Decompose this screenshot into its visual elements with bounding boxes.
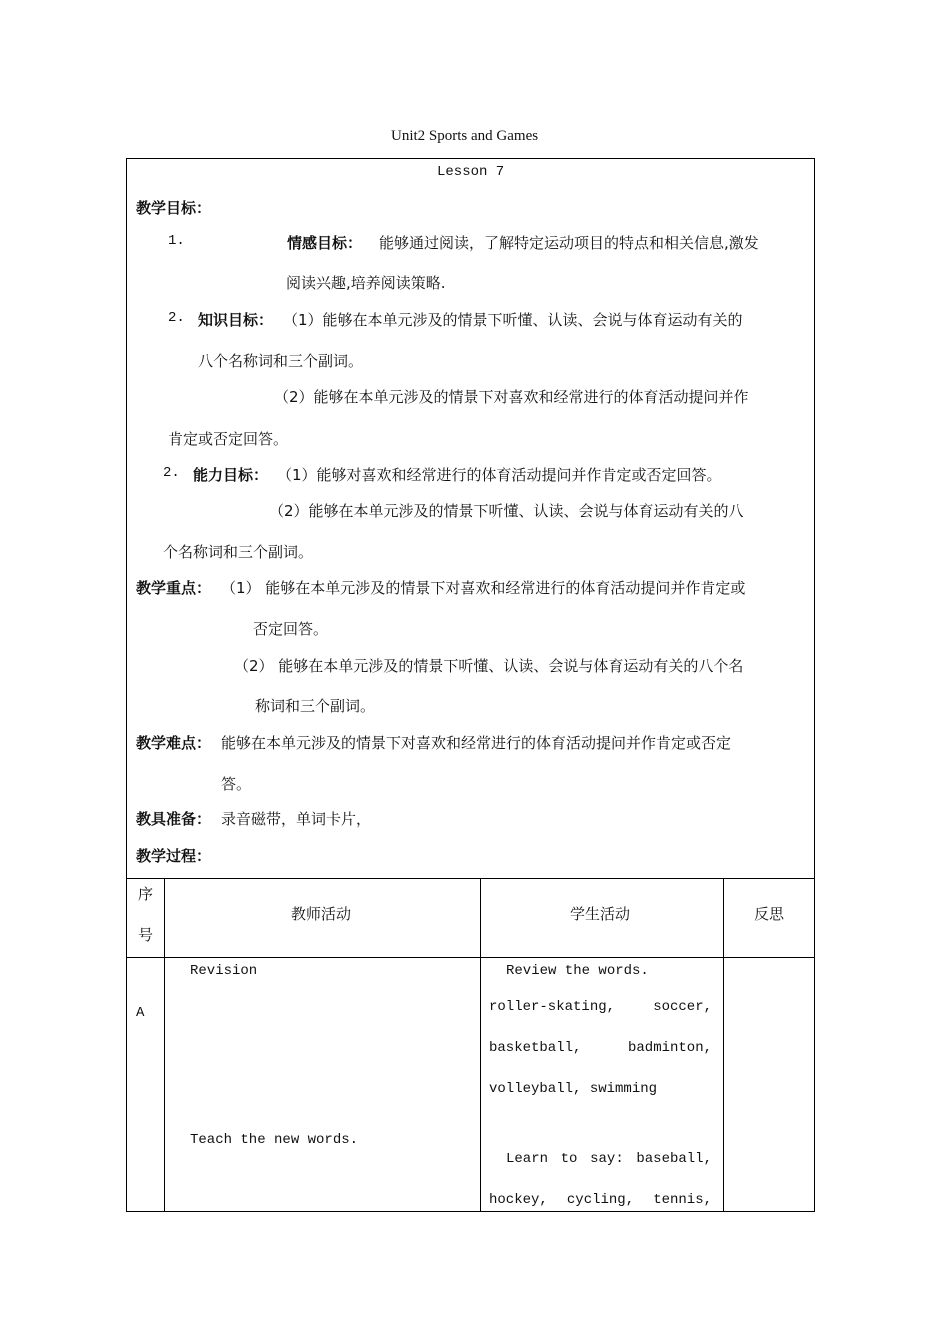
unit-title: Unit2 Sports and Games <box>391 128 539 144</box>
key-points-label: 教学重点： <box>136 579 212 597</box>
goal3-number: 2. <box>163 465 180 481</box>
goal1-text-cont: 阅读兴趣,培养阅读策略. <box>286 274 446 292</box>
word-tennis: tennis, <box>653 1192 712 1208</box>
student-activity-line-2 <box>489 999 712 1015</box>
goal1-text: 能够通过阅读，了解特定运动项目的特点和相关信息,激发 <box>379 234 759 252</box>
goal2-text-2-cont: 肯定或否定回答。 <box>168 430 289 448</box>
header-teacher-activity: 教师活动 <box>291 905 352 923</box>
goal3-label: 能力目标： <box>193 466 269 484</box>
word-learn: Learn <box>506 1151 549 1167</box>
key-points-text-2: （2） 能够在本单元涉及的情景下听懂、认读、会说与体育运动有关的八个名 <box>234 657 744 675</box>
word-baseball: baseball, <box>636 1151 712 1167</box>
materials-value: 录音磁带，单词卡片， <box>221 810 372 828</box>
word-roller-skating: roller-skating, <box>489 999 616 1015</box>
student-activity-learn-line-2 <box>489 1192 712 1208</box>
word-to: to <box>560 1151 578 1167</box>
lesson-title: Lesson 7 <box>437 164 505 180</box>
header-student-activity: 学生活动 <box>570 905 631 923</box>
row-seq: A <box>136 1005 145 1021</box>
difficult-points-text: 能够在本单元涉及的情景下对喜欢和经常进行的体育活动提问并作肯定或否定 <box>221 734 732 752</box>
word-say: say: <box>590 1151 624 1167</box>
goal3-text-2-cont: 个名称词和三个副词。 <box>163 543 314 561</box>
goal2-number: 2. <box>168 310 185 326</box>
word-soccer: soccer, <box>653 999 712 1015</box>
student-activity-review: Review the words. <box>506 963 649 979</box>
header-seq-line2: 号 <box>138 926 154 944</box>
process-heading: 教学过程： <box>136 847 212 865</box>
word-hockey: hockey, <box>489 1192 548 1208</box>
teacher-activity-new-words: Teach the new words. <box>190 1132 359 1148</box>
key-points-text-cont: 否定回答。 <box>253 620 329 638</box>
difficult-points-label: 教学难点： <box>136 734 212 752</box>
student-activity-line-3 <box>489 1040 712 1056</box>
goal1-number: 1. <box>168 233 185 249</box>
key-points-text: （1） 能够在本单元涉及的情景下对喜欢和经常进行的体育活动提问并作肯定或 <box>221 579 746 597</box>
materials-label: 教具准备： <box>136 810 212 828</box>
word-badminton: badminton, <box>627 1040 712 1056</box>
objectives-heading: 教学目标： <box>136 199 212 217</box>
table-col-divider-1 <box>164 878 165 1212</box>
goal2-text-cont: 八个名称词和三个副词。 <box>198 352 364 370</box>
goal1-label: 情感目标： <box>287 234 363 252</box>
word-cycling: cycling, <box>566 1192 635 1208</box>
header-reflection: 反思 <box>754 905 785 923</box>
header-seq-line1: 序 <box>138 885 154 903</box>
key-points-text-2-cont: 称词和三个副词。 <box>255 697 376 715</box>
goal2-label: 知识目标： <box>198 311 274 329</box>
table-col-divider-3 <box>723 878 724 1212</box>
student-activity-learn-line <box>506 1151 712 1167</box>
word-basketball: basketball, <box>489 1040 582 1056</box>
goal3-text-2: （2）能够在本单元涉及的情景下听懂、认读、会说与体育运动有关的八 <box>269 502 744 520</box>
difficult-points-text-cont: 答。 <box>221 775 252 793</box>
goal2-text-2: （2）能够在本单元涉及的情景下对喜欢和经常进行的体育活动提问并作 <box>274 388 749 406</box>
student-activity-line-4: volleyball, swimming <box>489 1081 658 1097</box>
table-header-divider <box>126 957 815 958</box>
goal3-text: （1）能够对喜欢和经常进行的体育活动提问并作肯定或否定回答。 <box>277 466 722 484</box>
goal2-text: （1）能够在本单元涉及的情景下听懂、认读、会说与体育运动有关的 <box>283 311 743 329</box>
teacher-activity-revision: Revision <box>190 963 258 979</box>
table-top-border <box>126 878 815 879</box>
table-col-divider-2 <box>480 878 481 1212</box>
